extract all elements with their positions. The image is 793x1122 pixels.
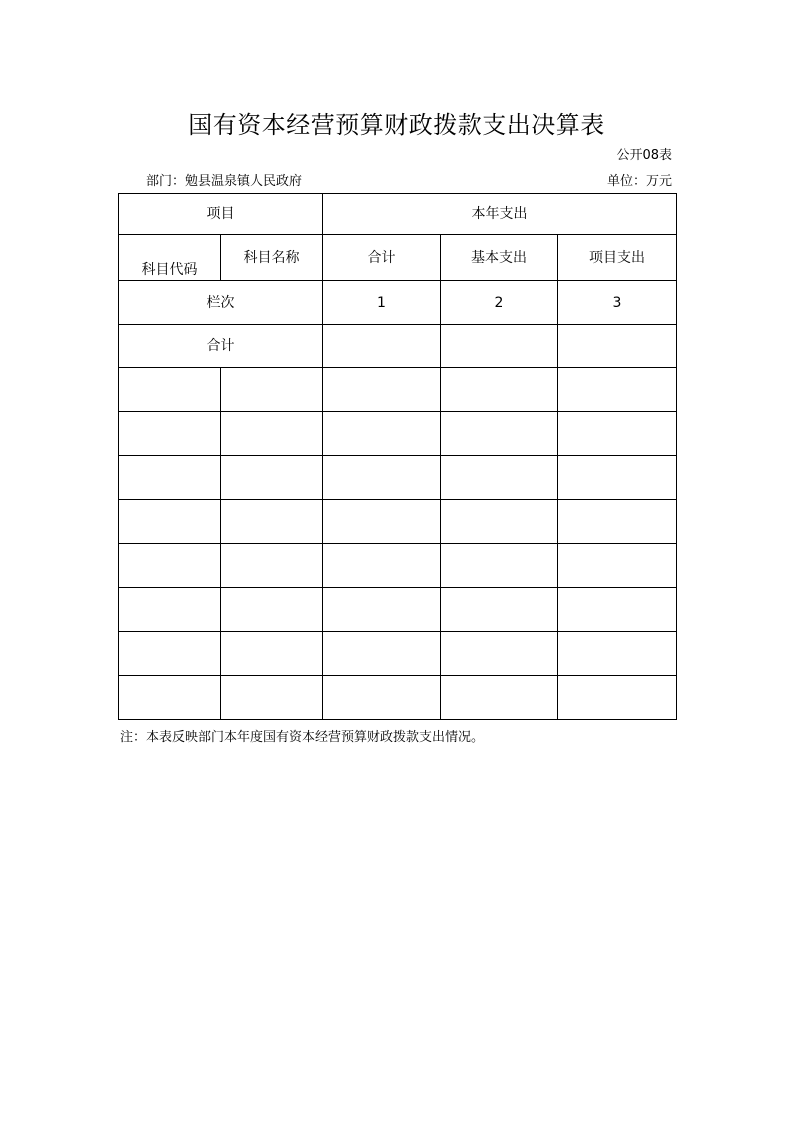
index-row xyxy=(119,281,677,325)
table-cell xyxy=(441,588,558,632)
table-cell xyxy=(323,412,441,456)
table-row xyxy=(119,544,677,588)
table-cell xyxy=(221,544,323,588)
table-row xyxy=(119,412,677,456)
table-cell xyxy=(441,544,558,588)
total-cell xyxy=(558,325,677,368)
table-cell xyxy=(323,368,441,412)
table-cell xyxy=(441,500,558,544)
department-label: 部门：勉县温泉镇人民政府 xyxy=(146,174,303,189)
table-cell xyxy=(119,676,221,720)
table-row xyxy=(119,588,677,632)
table-cell xyxy=(119,632,221,676)
table-cell xyxy=(323,456,441,500)
total-cell xyxy=(323,325,441,368)
table-cell xyxy=(119,412,221,456)
col-code-header: 科目代码 xyxy=(119,235,221,281)
col-project-header: 项目支出 xyxy=(558,235,677,281)
table-cell xyxy=(221,588,323,632)
table-row xyxy=(119,456,677,500)
table-cell xyxy=(441,632,558,676)
table-cell xyxy=(221,500,323,544)
table-cell xyxy=(558,456,677,500)
header-row-1 xyxy=(119,194,677,235)
col-name-header: 科目名称 xyxy=(221,235,323,281)
table-cell xyxy=(221,412,323,456)
table-cell xyxy=(558,500,677,544)
expenditure-table xyxy=(118,193,677,720)
table-cell xyxy=(558,588,677,632)
table-cell xyxy=(441,368,558,412)
form-code: 公开08表 xyxy=(616,148,672,163)
table-cell xyxy=(558,632,677,676)
index-value: 1 xyxy=(323,281,441,325)
table-row xyxy=(119,368,677,412)
table-cell xyxy=(323,676,441,720)
col-total-header: 合计 xyxy=(323,235,441,281)
table-cell xyxy=(221,456,323,500)
table-cell xyxy=(119,544,221,588)
index-value: 3 xyxy=(558,281,677,325)
table-cell xyxy=(119,456,221,500)
total-row xyxy=(119,325,677,368)
header-item: 项目 xyxy=(119,194,323,235)
table-row xyxy=(119,632,677,676)
table-cell xyxy=(441,676,558,720)
table-cell xyxy=(323,588,441,632)
table-cell xyxy=(119,500,221,544)
index-value: 2 xyxy=(441,281,558,325)
table-cell xyxy=(221,676,323,720)
table-cell xyxy=(558,368,677,412)
table-cell xyxy=(441,456,558,500)
page-title: 国有资本经营预算财政拨款支出决算表 xyxy=(188,111,605,139)
col-basic-header: 基本支出 xyxy=(441,235,558,281)
table-row xyxy=(119,500,677,544)
header-expense: 本年支出 xyxy=(323,194,677,235)
table-cell xyxy=(558,676,677,720)
table-cell xyxy=(119,588,221,632)
table-cell xyxy=(119,368,221,412)
table-cell xyxy=(221,368,323,412)
table-cell xyxy=(323,544,441,588)
table-cell xyxy=(323,632,441,676)
table-row xyxy=(119,676,677,720)
total-row-label: 合计 xyxy=(119,325,323,368)
unit-label: 单位：万元 xyxy=(606,174,672,189)
index-row-label: 栏次 xyxy=(119,281,323,325)
total-cell xyxy=(441,325,558,368)
table-cell xyxy=(323,500,441,544)
table-cell xyxy=(441,412,558,456)
table-cell xyxy=(558,412,677,456)
table-cell xyxy=(558,544,677,588)
header-row-2 xyxy=(119,235,677,281)
footnote: 注：本表反映部门本年度国有资本经营预算财政拨款支出情况。 xyxy=(120,730,485,745)
table-cell xyxy=(221,632,323,676)
